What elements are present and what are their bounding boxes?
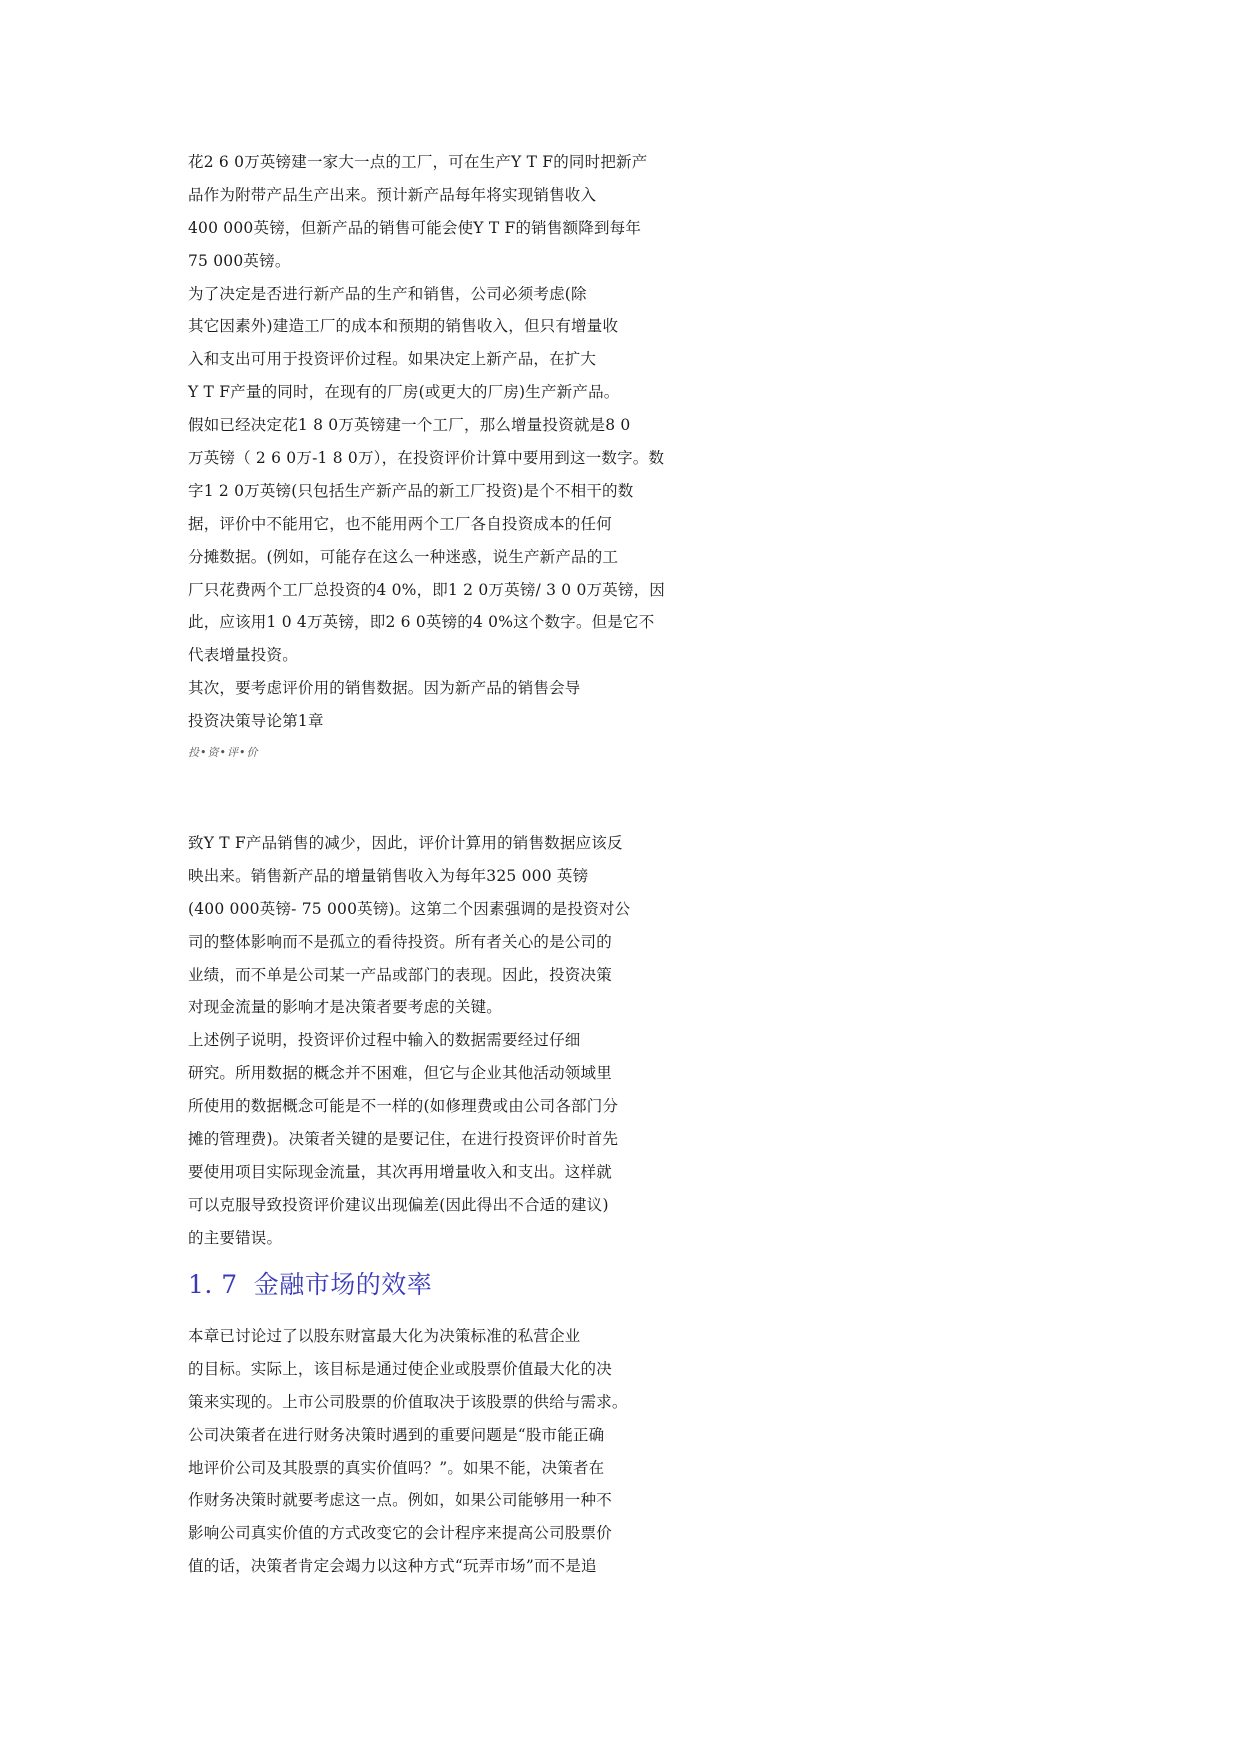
text-line: 所使用的数据概念可能是不一样的(如修理费或由公司各部门分 bbox=[188, 1097, 619, 1116]
text-block-top bbox=[188, 146, 748, 738]
text-line: 的目标。实际上，该目标是通过使企业或股票价值最大化的决 bbox=[188, 1359, 612, 1378]
text-line: 研究。所用数据的概念并不困难，但它与企业其他活动领域里 bbox=[188, 1064, 612, 1083]
chapter-footer-line: 投资决策导论第1章 bbox=[188, 712, 324, 731]
text-line: 入和支出可用于投资评价过程。如果决定上新产品，在扩大 bbox=[188, 350, 597, 369]
text-block-middle bbox=[188, 827, 748, 1255]
text-line: 公司决策者在进行财务决策时遇到的重要问题是“股市能正确 bbox=[188, 1425, 605, 1444]
text-line: 据，评价中不能用它，也不能用两个工厂各自投资成本的任何 bbox=[188, 514, 612, 533]
text-line: 摊的管理费)。决策者关键的是要记住，在进行投资评价时首先 bbox=[188, 1130, 619, 1149]
text-line: (400 000英镑- 75 000英镑)。这第二个因素强调的是投资对公 bbox=[188, 899, 631, 918]
text-line: 地评价公司及其股票的真实价值吗？”。如果不能，决策者在 bbox=[188, 1458, 605, 1477]
text-line: 分摊数据。(例如，可能存在这么一种迷惑，说生产新产品的工 bbox=[188, 547, 619, 566]
section-heading bbox=[188, 1268, 432, 1302]
text-line: 其次，要考虑评价用的销售数据。因为新产品的销售会导 bbox=[188, 679, 581, 698]
text-line: 致Y T F产品销售的减少，因此，评价计算用的销售数据应该反 bbox=[188, 834, 623, 852]
section-title: 金融市场的效率 bbox=[253, 1270, 433, 1299]
text-line: 上述例子说明，投资评价过程中输入的数据需要经过仔细 bbox=[188, 1031, 581, 1050]
text-line: 代表增量投资。 bbox=[188, 646, 298, 665]
text-line: 司的整体影响而不是孤立的看待投资。所有者关心的是公司的 bbox=[188, 932, 612, 951]
text-line: Y T F产量的同时，在现有的厂房(或更大的厂房)生产新产品。 bbox=[188, 383, 620, 402]
text-line: 花2 6 0万英镑建一家大一点的工厂，可在生产Y T F的同时把新产 bbox=[188, 153, 648, 171]
text-line: 本章已讨论过了以股东财富最大化为决策标准的私营企业 bbox=[188, 1327, 581, 1345]
text-line: 厂只花费两个工厂总投资的4 0%，即1 2 0万英镑/ 3 0 0万英镑，因 bbox=[188, 580, 666, 599]
text-line: 万英镑（ 2 6 0万-1 8 0万），在投资评价计算中要用到这一数字。数 bbox=[188, 449, 665, 468]
text-line: 品作为附带产品生产出来。预计新产品每年将实现销售收入 bbox=[188, 185, 597, 204]
text-line: 要使用项目实际现金流量，其次再用增量收入和支出。这样就 bbox=[188, 1162, 612, 1181]
text-line: 此，应该用1 0 4万英镑，即2 6 0英镑的4 0%这个数字。但是它不 bbox=[188, 613, 655, 632]
running-head: 投•资•评•价 bbox=[188, 746, 259, 759]
text-line: 业绩，而不单是公司某一产品或部门的表现。因此，投资决策 bbox=[188, 965, 612, 984]
text-line: 字1 2 0万英镑(只包括生产新产品的新工厂投资)是个不相干的数 bbox=[188, 481, 634, 500]
text-line: 其它因素外)建造工厂的成本和预期的销售收入，但只有增量收 bbox=[188, 317, 619, 336]
text-line: 可以克服导致投资评价建议出现偏差(因此得出不合适的建议) bbox=[188, 1195, 609, 1214]
text-line: 的主要错误。 bbox=[188, 1228, 283, 1247]
text-line: 假如已经决定花1 8 0万英镑建一个工厂，那么增量投资就是8 0 bbox=[188, 416, 631, 435]
text-block-bottom bbox=[188, 1320, 748, 1583]
text-line: 策来实现的。上市公司股票的价值取决于该股票的供给与需求。 bbox=[188, 1392, 628, 1411]
text-line: 影响公司真实价值的方式改变它的会计程序来提高公司股票价 bbox=[188, 1524, 612, 1543]
text-line: 映出来。销售新产品的增量销售收入为每年325 000 英镑 bbox=[188, 866, 589, 885]
text-line: 75 000英镑。 bbox=[188, 251, 291, 270]
text-line: 为了决定是否进行新产品的生产和销售，公司必须考虑(除 bbox=[188, 284, 587, 303]
text-line: 400 000英镑，但新产品的销售可能会使Y T F的销售额降到每年 bbox=[188, 218, 642, 237]
text-line: 值的话，决策者肯定会竭力以这种方式“玩弄市场”而不是追 bbox=[188, 1557, 597, 1576]
text-line: 对现金流量的影响才是决策者要考虑的关键。 bbox=[188, 998, 503, 1017]
section-number: 1. 7 bbox=[188, 1270, 238, 1299]
text-line: 作财务决策时就要考虑这一点。例如，如果公司能够用一种不 bbox=[188, 1491, 612, 1510]
